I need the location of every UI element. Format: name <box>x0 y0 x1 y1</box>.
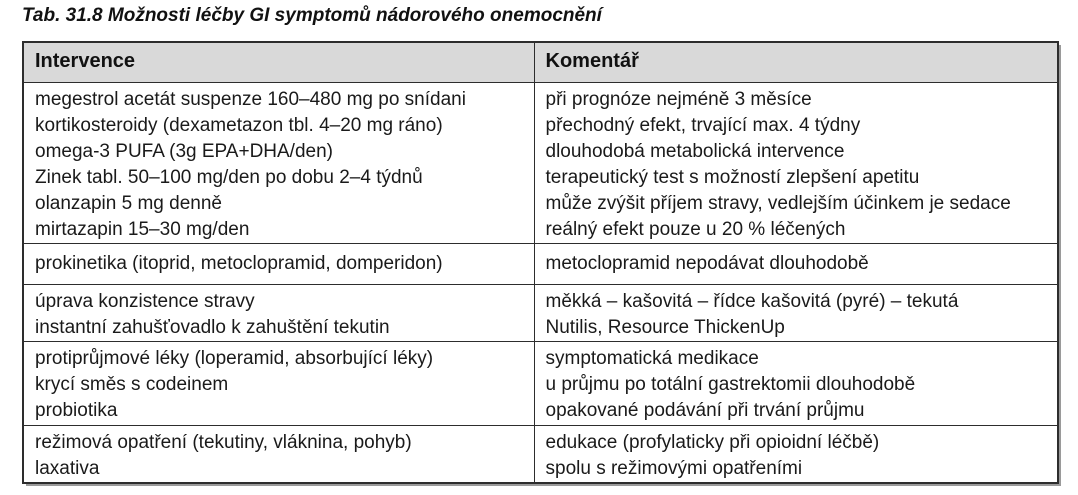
cell-komentar <box>534 341 1058 425</box>
cell-line: mirtazapin 15–30 mg/den <box>35 218 250 240</box>
cell-intervence <box>23 341 534 425</box>
cell-line: dlouhodobá metabolická intervence <box>545 140 845 162</box>
cell-line: krycí směs s codeinem <box>35 373 229 395</box>
cell-line: úprava konzistence stravy <box>35 290 255 312</box>
cell-line: u průjmu po totální gastrektomii dlouhodobě <box>545 373 916 395</box>
table-row-consistency <box>23 284 1058 341</box>
cell-line: metoclopramid nepodávat dlouhodobě <box>545 252 869 274</box>
cell-line: protiprůjmové léky (loperamid, absorbující léky) <box>35 347 434 369</box>
table-row-antidiarrheal <box>23 341 1058 425</box>
cell-line: prokinetika (itoprid, metoclopramid, domperidon) <box>35 252 443 274</box>
cell-line: symptomatická medikace <box>545 347 759 369</box>
cell-komentar <box>534 284 1058 341</box>
cell-line: terapeutický test s možností zlepšení apetitu <box>545 166 920 188</box>
cell-intervence <box>23 425 534 483</box>
cell-line: instantní zahušťovadlo k zahuštění tekutin <box>35 316 390 338</box>
cell-line: omega-3 PUFA (3g EPA+DHA/den) <box>35 140 333 162</box>
cell-line: reálný efekt pouze u 20 % léčených <box>545 218 846 240</box>
cell-line: spolu s režimovými opatřeními <box>545 457 803 479</box>
cell-line: měkká – kašovitá – řídce kašovitá (pyré) – tekutá <box>545 290 959 312</box>
cell-line: olanzapin 5 mg denně <box>35 192 222 214</box>
cell-line: přechodný efekt, trvající max. 4 týdny <box>545 114 861 136</box>
cell-line: režimová opatření (tekutiny, vláknina, pohyb) <box>35 431 412 453</box>
cell-line: může zvýšit příjem stravy, vedlejším účinkem je sedace <box>545 192 1011 214</box>
cell-line: opakované podávání při trvání průjmu <box>545 399 865 421</box>
cell-komentar <box>534 82 1058 243</box>
cell-intervence <box>23 284 534 341</box>
cell-line: při prognóze nejméně 3 měsíce <box>545 88 812 110</box>
cell-line: laxativa <box>35 457 100 479</box>
header-row <box>23 42 1058 82</box>
table-caption: Tab. 31.8 Možnosti léčby GI symptomů nádorového onemocnění <box>22 5 602 26</box>
table-row-appetite <box>23 82 1058 243</box>
cell-intervence <box>23 243 534 284</box>
cell-line: probiotika <box>35 399 118 421</box>
cell-intervence <box>23 82 534 243</box>
cell-komentar <box>534 425 1058 483</box>
column-header-intervence: Intervence <box>23 42 534 82</box>
table-row-regimen <box>23 425 1058 483</box>
gi-treatment-table <box>22 41 1059 484</box>
cell-line: kortikosteroidy (dexametazon tbl. 4–20 mg ráno) <box>35 114 443 136</box>
cell-line: Nutilis, Resource ThickenUp <box>545 316 785 338</box>
column-header-komentar: Komentář <box>534 42 1058 82</box>
cell-line: Zinek tabl. 50–100 mg/den po dobu 2–4 týdnů <box>35 166 423 188</box>
table-row-prokinetics <box>23 243 1058 284</box>
cell-line: edukace (profylaticky při opioidní léčbě) <box>545 431 880 453</box>
cell-komentar <box>534 243 1058 284</box>
cell-line: megestrol acetát suspenze 160–480 mg po snídani <box>35 88 466 110</box>
